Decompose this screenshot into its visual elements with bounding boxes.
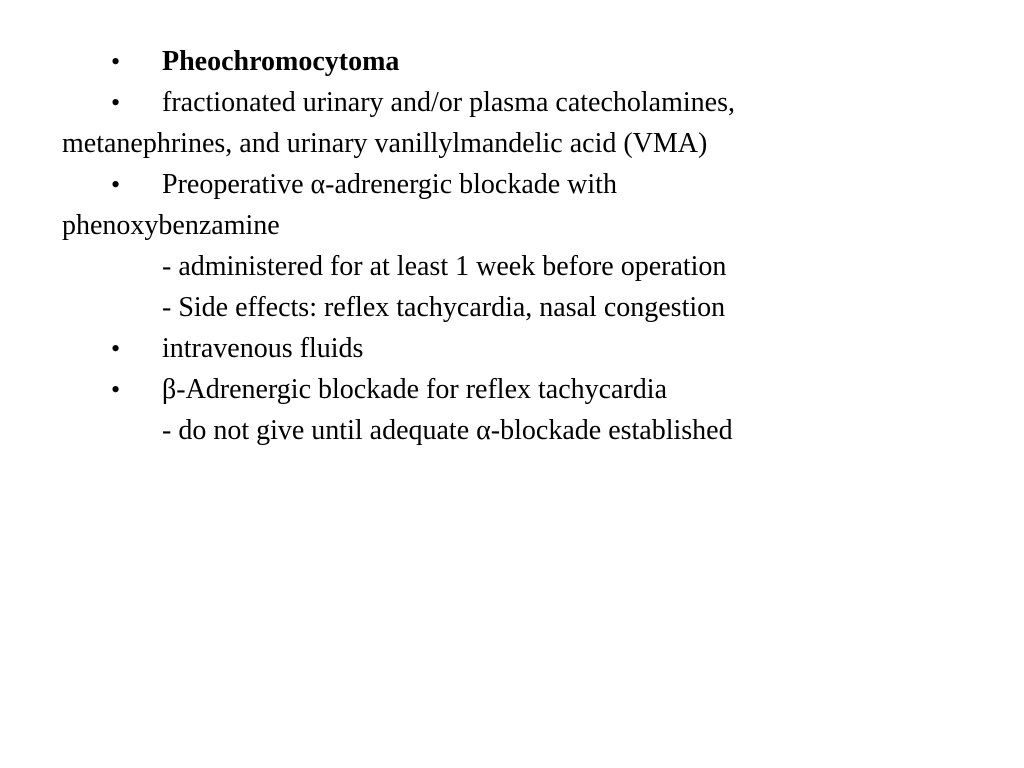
bullet-text-continued: phenoxybenzamine bbox=[62, 210, 280, 241]
bullet-icon: • bbox=[111, 375, 121, 404]
bullet-text: fractionated urinary and/or plasma catecholamines, bbox=[162, 87, 735, 118]
bullet-text: Preoperative α-adrenergic blockade with bbox=[162, 169, 617, 200]
bullet-icon: • bbox=[111, 88, 121, 117]
slide-title: Pheochromocytoma bbox=[162, 46, 400, 77]
sub-item-text: - administered for at least 1 week before operation bbox=[162, 251, 727, 282]
sub-item-text: - do not give until adequate α-blockade established bbox=[162, 415, 733, 446]
bullet-text: intravenous fluids bbox=[162, 333, 364, 364]
bullet-icon: • bbox=[111, 47, 121, 76]
bullet-icon: • bbox=[111, 170, 121, 199]
bullet-icon: • bbox=[111, 334, 121, 363]
bullet-text: β-Adrenergic blockade for reflex tachycardia bbox=[162, 374, 668, 405]
bullet-text-continued: metanephrines, and urinary vanillylmandelic acid (VMA) bbox=[62, 128, 708, 159]
sub-item-text: - Side effects: reflex tachycardia, nasal congestion bbox=[162, 292, 726, 323]
